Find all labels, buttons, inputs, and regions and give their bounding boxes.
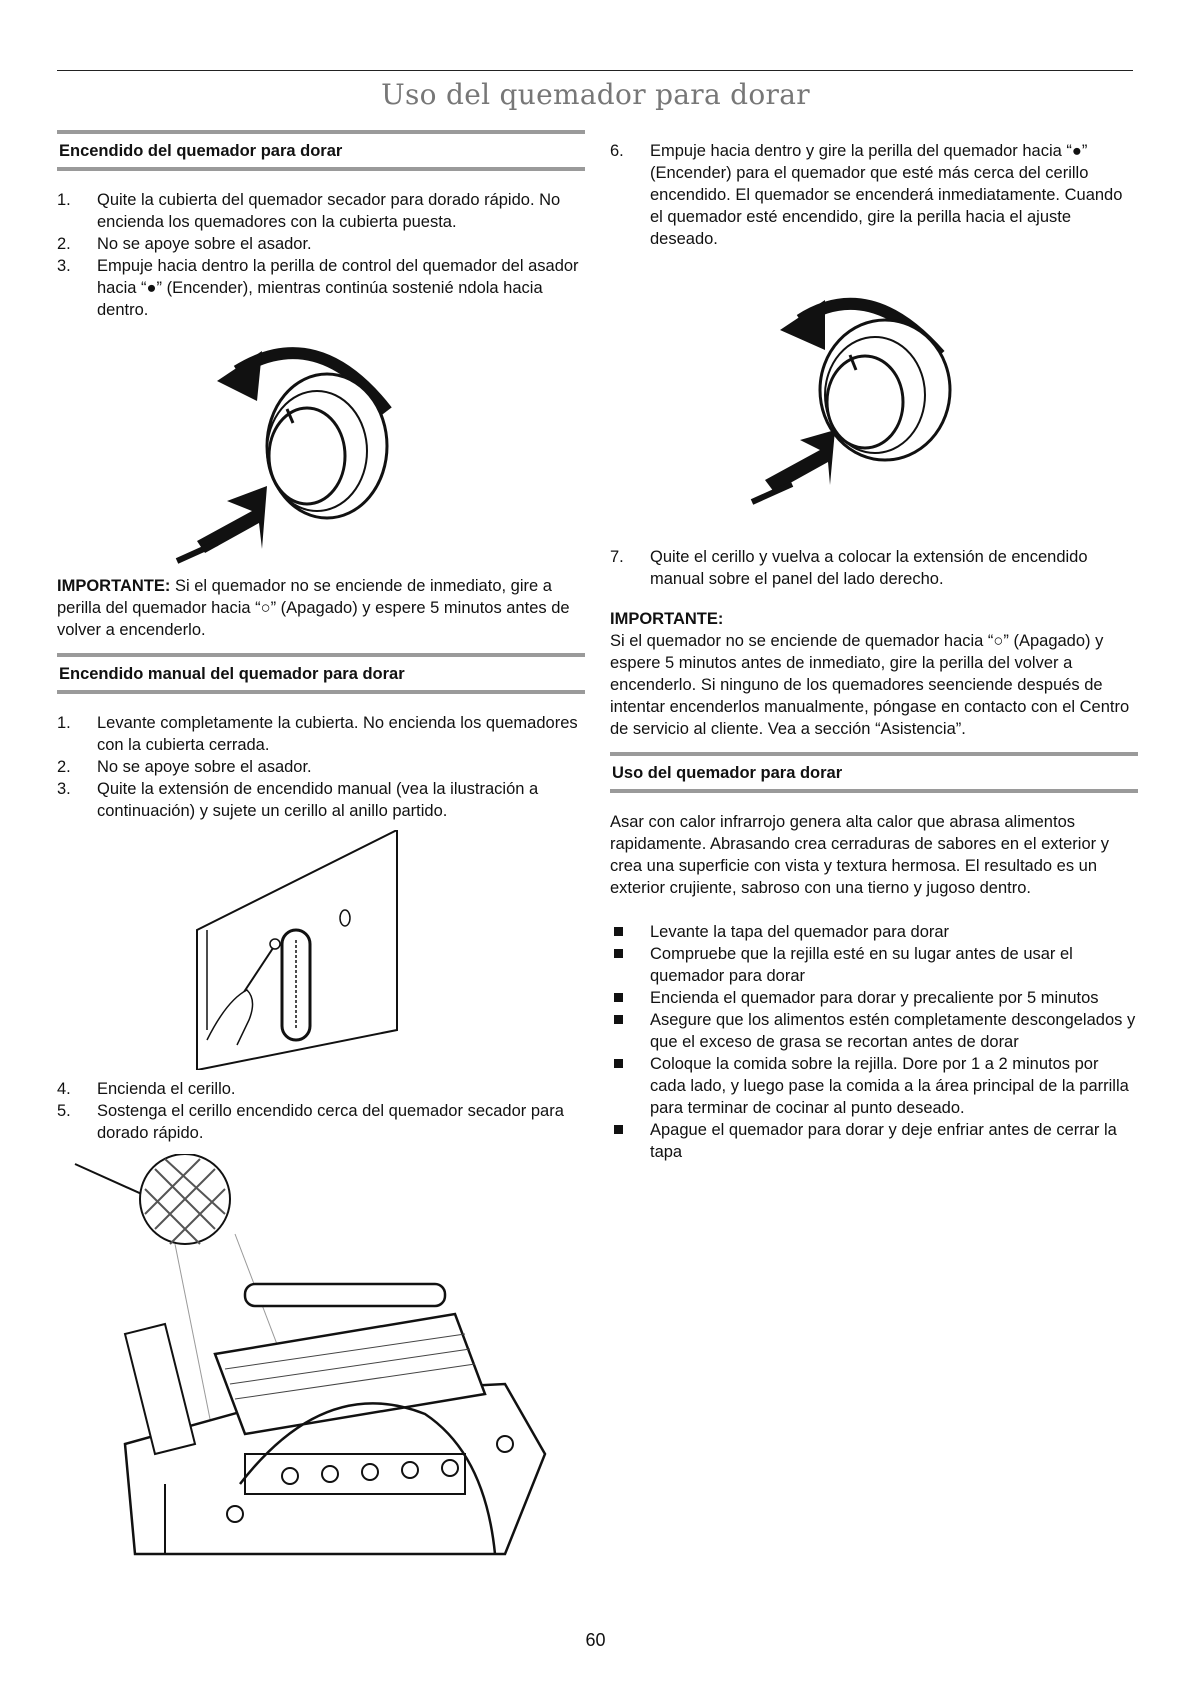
list-item: 1. Levante completamente la cubierta. No encienda los quemadores con la cubierta cerrada. xyxy=(57,714,578,754)
page-number: 60 xyxy=(585,1630,606,1650)
left-column xyxy=(57,130,585,1564)
list-item: 2. No se apoye sobre el asador. xyxy=(57,758,312,776)
bullet-square-icon xyxy=(614,927,623,936)
grill-illustration xyxy=(65,1154,585,1564)
knob-push-arrow-icon xyxy=(167,331,427,571)
important-note-1: IMPORTANTE: Si el quemador no se enciende de inmediato, gire a perilla del quemador hacia “○” (Apagado) y espere 5 minutos antes de volver a encenderlo. xyxy=(57,577,570,639)
section-heading-ignition: Encendido del quemador para dorar xyxy=(57,130,585,171)
list-item: Levante la tapa del quemador para dorar xyxy=(610,921,1138,943)
knob-illustration-2 xyxy=(750,280,1138,520)
panel-match-icon xyxy=(187,830,487,1070)
list-item: Compruebe que la rejilla esté en su lugar antes de usar el quemador para dorar xyxy=(610,943,1138,987)
top-rule xyxy=(57,70,1133,71)
ignition-steps xyxy=(57,189,585,321)
list-item: 7. Quite el cerillo y vuelva a colocar la extensión de encendido manual sobre el panel del lado derecho. xyxy=(610,548,1088,588)
bullet-square-icon xyxy=(614,993,623,1002)
list-item: 3. Quite la extensión de encendido manual (vea la ilustración a continuación) y sujete un cerillo al anillo partido. xyxy=(57,780,539,820)
list-item: 5. Sostenga el cerillo encendido cerca del quemador secador para dorado rápido. xyxy=(57,1102,564,1142)
list-item: Apague el quemador para dorar y deje enfriar antes de cerrar la tapa xyxy=(610,1119,1138,1163)
bullet-square-icon xyxy=(614,1125,623,1134)
panel-match-illustration xyxy=(187,830,585,1070)
list-item: 1. Quite la cubierta del quemador secador para dorado rápido. No encienda los quemadores con la cubierta puesta. xyxy=(57,191,561,231)
important-note-2: IMPORTANTE: Si el quemador no se enciende de quemador hacia “○” (Apagado) y espere 5 minutos antes de inmediato, gire la perilla del volver a encenderlo. Si ninguno de los quemadores seenciende después de intentar encenderlos manualmente, póngase en contacto con el Centro de servicio al cliente. Vea a sección “Asistencia”. xyxy=(610,610,1130,738)
right-column xyxy=(610,140,1138,1163)
knob-push-arrow-icon xyxy=(750,280,990,520)
list-item: 6. Empuje hacia dentro y gire la perilla del quemador hacia “●” (Encender) para el quemador que esté más cerca del cerillo encendido. El quemador se encenderá inmediatamente. Cuando el quemador esté encendido, gire la perilla hacia el ajuste deseado. xyxy=(610,142,1123,248)
section-heading-manual-ignition: Encendido manual del quemador para dorar xyxy=(57,653,585,694)
section-heading-usage: Uso del quemador para dorar xyxy=(610,752,1138,793)
bullet-square-icon xyxy=(614,949,623,958)
list-item: Asegure que los alimentos estén completamente descongelados y que el exceso de grasa se recortan antes de dorar xyxy=(610,1009,1138,1053)
usage-intro: Asar con calor infrarrojo genera alta calor que abrasa alimentos rapidamente. Abrasando crea cerraduras de sabores en el exterior y crea una superficie con vista y textura hermosa. El resultado es un exterior crujiente, sabroso con una tierno y jugoso dentro. xyxy=(610,813,1109,897)
manual-steps-continued xyxy=(57,1078,585,1144)
list-item: Encienda el quemador para dorar y precaliente por 5 minutos xyxy=(610,987,1138,1009)
manual-steps xyxy=(57,712,585,822)
list-item: Coloque la comida sobre la rejilla. Dore por 1 a 2 minutos por cada lado, y luego pase la comida a la área principal de la parrilla para terminar de cocinar al punto deseado. xyxy=(610,1053,1138,1119)
grill-illustration-icon xyxy=(65,1154,585,1564)
knob-illustration xyxy=(167,331,585,571)
page-title: Uso del quemador para dorar xyxy=(381,78,810,111)
bullet-square-icon xyxy=(614,1059,623,1068)
steps-final xyxy=(610,546,1138,590)
bullet-square-icon xyxy=(614,1015,623,1024)
steps-continued xyxy=(610,140,1138,250)
list-item: 3. Empuje hacia dentro la perilla de control del quemador del asador hacia “●” (Encender), mientras continúa sostenié ndola hacia dentro. xyxy=(57,257,579,319)
list-item: 2. No se apoye sobre el asador. xyxy=(57,235,312,253)
list-item: 4. Encienda el cerillo. xyxy=(57,1080,236,1098)
usage-bullets xyxy=(610,921,1138,1163)
